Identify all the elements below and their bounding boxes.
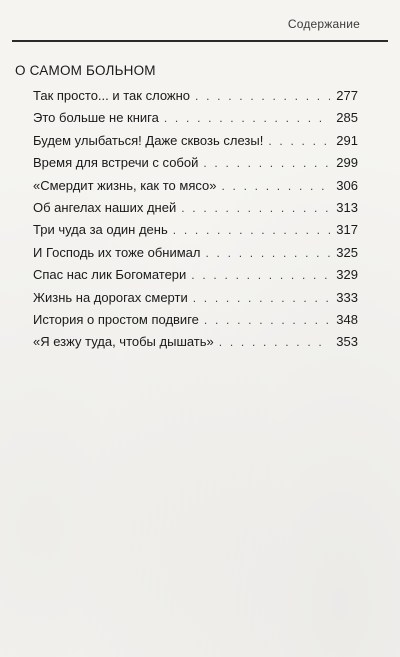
dot-leader bbox=[205, 246, 330, 260]
toc-entry bbox=[33, 178, 358, 200]
section-title: О САМОМ БОЛЬНОМ bbox=[15, 63, 156, 78]
toc-entry bbox=[33, 267, 358, 289]
toc-entry bbox=[33, 200, 358, 222]
toc-entry-title: Три чуда за один день bbox=[33, 222, 168, 238]
toc-entry bbox=[33, 222, 358, 244]
toc-entry bbox=[33, 133, 358, 155]
toc-entry bbox=[33, 88, 358, 110]
toc-entry bbox=[33, 155, 358, 177]
toc-entry-page: 348 bbox=[336, 311, 358, 327]
toc-entry-title: Время для встречи с собой bbox=[33, 155, 199, 171]
dot-leader bbox=[221, 179, 330, 193]
toc-entry bbox=[33, 110, 358, 132]
toc-entry-page: 317 bbox=[336, 222, 358, 238]
toc-entry-title: Жизнь на дорогах смерти bbox=[33, 289, 188, 305]
toc-entry-title: История о простом подвиге bbox=[33, 311, 199, 327]
toc-entry-page: 329 bbox=[336, 267, 358, 283]
toc-entry-title: Так просто... и так сложно bbox=[33, 88, 191, 103]
toc-entry-page: 306 bbox=[336, 177, 358, 193]
header-rule bbox=[12, 40, 388, 42]
toc-entry-title: Это больше не книга bbox=[33, 110, 159, 126]
dot-leader bbox=[204, 313, 330, 327]
toc-entry-page: 325 bbox=[336, 244, 358, 260]
running-head: Содержание bbox=[287, 17, 360, 31]
toc-entry bbox=[33, 312, 358, 334]
toc-entry-page: 291 bbox=[336, 132, 358, 148]
dot-leader bbox=[193, 291, 330, 305]
dot-leader bbox=[173, 223, 330, 237]
toc-entry-title: Спас нас лик Богоматери bbox=[33, 267, 187, 283]
dot-leader bbox=[219, 335, 330, 349]
toc-entry-page: 299 bbox=[336, 155, 358, 171]
toc-entry-page: 277 bbox=[336, 88, 358, 103]
toc-entry-page: 313 bbox=[336, 199, 358, 215]
dot-leader bbox=[181, 201, 330, 215]
table-of-contents bbox=[33, 88, 358, 357]
dot-leader bbox=[191, 268, 330, 282]
toc-entry-page: 333 bbox=[336, 289, 358, 305]
toc-entry-page: 285 bbox=[336, 110, 358, 126]
dot-leader bbox=[203, 156, 330, 170]
toc-entry-title: «Я езжу туда, чтобы дышать» bbox=[33, 334, 214, 350]
toc-entry bbox=[33, 290, 358, 312]
toc-entry-title: Об ангелах наших дней bbox=[33, 199, 177, 215]
toc-entry-page: 353 bbox=[336, 334, 358, 350]
toc-entry bbox=[33, 334, 358, 356]
toc-entry-title: Будем улыбаться! Даже сквозь слезы! bbox=[33, 132, 264, 148]
toc-entry-title: «Смердит жизнь, как то мясо» bbox=[33, 177, 217, 193]
dot-leader bbox=[195, 89, 330, 103]
toc-entry-title: И Господь их тоже обнимал bbox=[33, 244, 201, 260]
dot-leader bbox=[268, 134, 330, 148]
toc-entry bbox=[33, 245, 358, 267]
dot-leader bbox=[164, 111, 330, 125]
